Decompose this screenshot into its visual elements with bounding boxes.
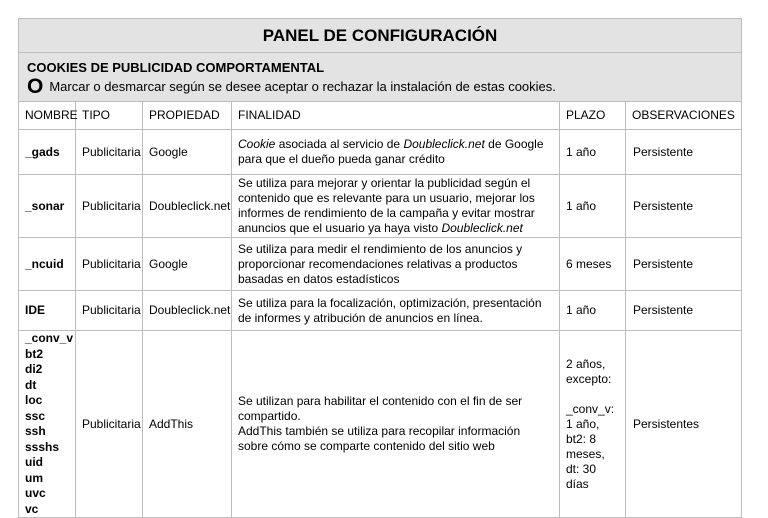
col-header-tipo: TIPO [76,102,143,130]
cookie-name: _conv_v [25,331,74,345]
cookie-name: IDE [19,291,76,331]
cookie-type: Publicitaria [76,331,143,518]
cookie-purpose [232,175,560,238]
purpose-text: Se utiliza para mejorar y orientar la publicidad según el contenido que es relevante para un usuario, mejorar los informes de rendimiento de la campaña y evitar mostrar anuncios que el usuario ya haya visto [238,176,535,235]
cookie-name: ssshs [25,439,60,454]
cookie-type: Publicitaria [76,291,143,331]
cookie-table [18,18,742,518]
cookie-name: loc [25,393,43,407]
term-line: _conv_v: 1 año, [566,401,615,431]
cookie-name: _gads [19,130,76,175]
cookie-term: 1 año [560,291,626,331]
cookie-name: di2 [25,362,43,376]
table-row [19,130,742,175]
purpose-text: de Google para que el dueño pueda ganar crédito [238,137,544,166]
purpose-line: AddThis también se utiliza para recopilar información sobre cómo se comparte contenido del sitio web [238,424,521,453]
table-row [19,238,742,291]
cookie-name: ssh [25,424,46,438]
term-line: 2 años, excepto: [566,356,612,386]
cookie-notes: Persistente [626,175,742,238]
table-row [19,291,742,331]
section-instruction: Marcar o desmarcar según se desee aceptar o rechazar la instalación de estas cookies. [49,79,556,94]
cookie-name: uid [25,455,43,469]
purpose-italic: Doubleclick.net [441,221,523,235]
cookie-term: 6 meses [560,238,626,291]
cookie-term: 1 año [560,175,626,238]
panel-title: PANEL DE CONFIGURACIÓN [19,19,742,53]
col-header-observaciones: OBSERVACIONES [626,102,742,130]
cookie-notes: Persistente [626,130,742,175]
cookie-term [560,331,626,518]
cookie-purpose [232,331,560,518]
cookie-name: _ncuid [19,238,76,291]
cookie-type: Publicitaria [76,130,143,175]
col-header-nombre: NOMBRE [19,102,76,130]
col-header-propiedad: PROPIEDAD [143,102,232,130]
purpose-line: Se utilizan para habilitar el contenido con el fin de ser compartido. [238,394,523,423]
cookie-notes: Persistente [626,238,742,291]
cookie-term: 1 año [560,130,626,175]
cookie-name: uvc [25,486,46,500]
col-header-plazo: PLAZO [560,102,626,130]
purpose-italic: Doubleclick.net [403,137,485,151]
cookie-name: vc [25,501,39,516]
term-line: bt2: 8 meses, [566,431,605,461]
cookie-name: ssc [25,408,46,423]
cookie-purpose [232,130,560,175]
cookie-notes: Persistentes [626,331,742,518]
section-header-row [19,53,742,102]
term-line: dt: 30 días [566,461,597,491]
cookie-name: dt [25,377,37,392]
cookie-owner: Google [143,130,232,175]
purpose-text: asociada al servicio de [275,137,404,151]
section-instruction-line [27,77,733,97]
consent-toggle-radio[interactable]: O [27,75,44,98]
section-title: COOKIES DE PUBLICIDAD COMPORTAMENTAL [27,60,325,75]
cookie-owner: Doubleclick.net [143,175,232,238]
cookie-name: bt2 [25,346,43,361]
section-header [19,53,742,102]
cookie-purpose: Se utiliza para la focalización, optimización, presentación de informes y atribución de anuncios en línea. [232,291,560,331]
col-header-finalidad: FINALIDAD [232,102,560,130]
cookie-type: Publicitaria [76,238,143,291]
table-row [19,331,742,518]
table-row [19,175,742,238]
cookie-name: um [25,470,43,485]
cookie-name-list [19,331,76,518]
cookie-notes: Persistente [626,291,742,331]
cookie-type: Publicitaria [76,175,143,238]
cookie-name: _sonar [19,175,76,238]
cookie-owner: Doubleclick.net [143,291,232,331]
purpose-italic: Cookie [238,137,276,151]
cookie-config-panel [18,18,741,518]
column-header-row [19,102,742,130]
title-row [19,19,742,53]
cookie-owner: Google [143,238,232,291]
cookie-purpose: Se utiliza para medir el rendimiento de los anuncios y proporcionar recomendaciones relativas a productos basadas en datos estadísticos [232,238,560,291]
cookie-owner: AddThis [143,331,232,518]
